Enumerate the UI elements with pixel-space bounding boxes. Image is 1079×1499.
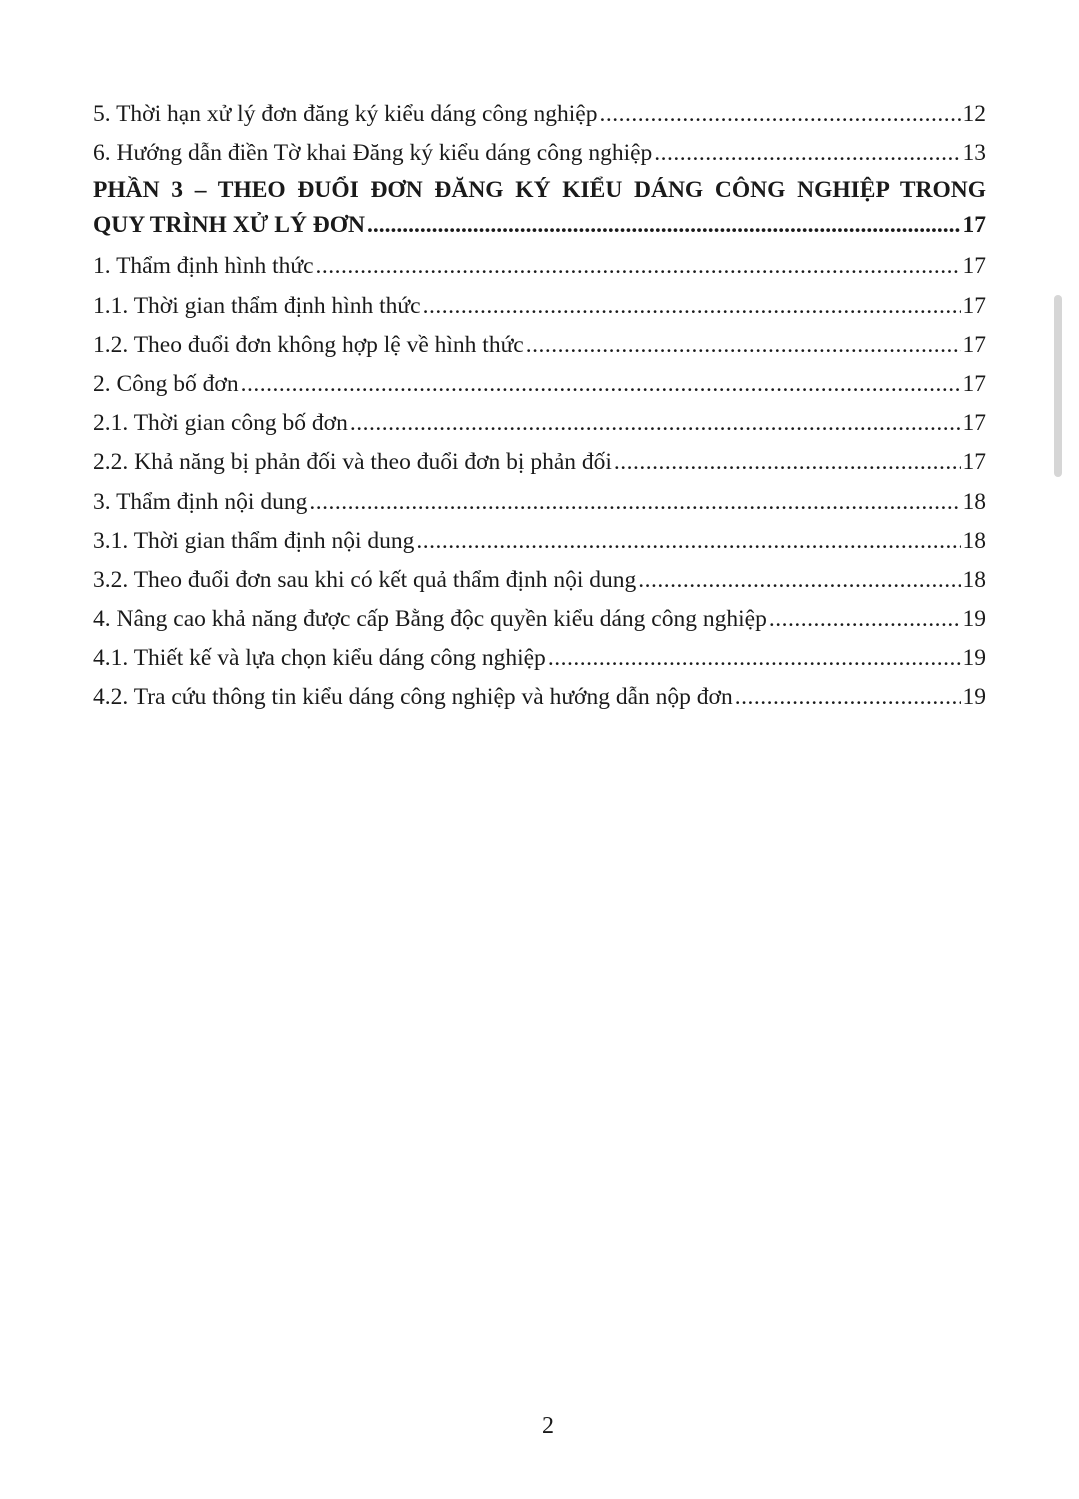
toc-entry[interactable] [93,134,986,173]
toc-section-heading[interactable] [93,173,986,243]
toc-entry-page: 17 [962,253,986,280]
toc-entry[interactable] [93,287,986,326]
toc-entry-title: 4.1. Thiết kế và lựa chọn kiểu dáng công nghiệp [93,645,546,672]
toc-entry-title: 2.2. Khả năng bị phản đối và theo đuổi đơn bị phản đối [93,449,612,476]
toc-entry-title: 3.1. Thời gian thẩm định nội dung [93,527,415,554]
toc-entry[interactable] [93,522,986,561]
toc-entry-page: 19 [962,645,986,672]
vertical-scrollbar[interactable] [1054,295,1062,477]
dot-leader [735,678,961,717]
toc-entry-title: 4.2. Tra cứu thông tin kiểu dáng công nghiệp và hướng dẫn nộp đơn [93,684,733,711]
toc-entry-page: 17 [962,292,986,319]
toc-entry[interactable] [93,404,986,443]
dot-leader [638,561,960,600]
toc-entry-page: 17 [962,331,986,358]
toc-entry-page: 18 [962,527,986,554]
toc-entry-page: 19 [962,684,986,711]
toc-entry[interactable] [93,483,986,522]
dot-leader [416,522,960,561]
dot-leader [614,443,961,482]
page-number: 2 [542,1413,554,1439]
toc-entry-page: 12 [962,101,986,127]
toc-entry-page: 17 [962,370,986,397]
toc-entry-title: 1.2. Theo đuổi đơn không hợp lệ về hình thức [93,331,524,358]
toc-entry[interactable] [93,95,986,134]
toc-entry[interactable] [93,561,986,600]
toc-entry-title: 2. Công bố đơn [93,370,239,397]
section-heading-page: 17 [962,212,986,239]
toc-entry[interactable] [93,600,986,639]
dot-leader [599,95,960,134]
toc-entry-page: 17 [962,410,986,437]
dot-leader [316,247,961,286]
toc-entry-title: 1.1. Thời gian thẩm định hình thức [93,292,421,319]
toc-entry[interactable] [93,365,986,404]
toc-entry[interactable] [93,678,986,717]
toc-entry[interactable] [93,247,986,286]
toc-entry-page: 18 [962,488,986,515]
toc-entry-title: 2.1. Thời gian công bố đơn [93,410,348,437]
toc-entry-page: 18 [962,566,986,593]
toc-entry-title: 5. Thời hạn xử lý đơn đăng ký kiểu dáng công nghiệp [93,101,598,127]
toc-entry[interactable] [93,443,986,482]
dot-leader [548,639,961,678]
toc-entry-page: 17 [962,449,986,476]
dot-leader [367,208,960,243]
dot-leader [423,287,961,326]
dot-leader [769,600,961,639]
table-of-contents [93,95,986,718]
dot-leader [241,365,961,404]
toc-entry-page: 13 [962,140,986,167]
section-heading-line1: PHẦN 3 – THEO ĐUỔI ĐƠN ĐĂNG KÝ KIỂU DÁNG CÔNG NGHIỆP TRONG [93,177,986,204]
dot-leader [526,326,961,365]
dot-leader [309,483,960,522]
toc-entry-title: 3. Thẩm định nội dung [93,488,308,515]
toc-entry-title: 1. Thẩm định hình thức [93,253,314,280]
toc-entry-title: 4. Nâng cao khả năng được cấp Bằng độc quyền kiểu dáng công nghiệp [93,606,767,633]
section-heading-line2: QUY TRÌNH XỬ LÝ ĐƠN [93,212,366,239]
dot-leader [350,404,961,443]
dot-leader [654,134,960,173]
toc-entry[interactable] [93,639,986,678]
toc-entry[interactable] [93,326,986,365]
toc-entry-title: 6. Hướng dẫn điền Tờ khai Đăng ký kiểu dáng công nghiệp [93,140,653,167]
toc-entry-title: 3.2. Theo đuổi đơn sau khi có kết quả thẩm định nội dung [93,566,637,593]
section-heading-line2-row [93,208,986,243]
toc-entry-page: 19 [962,606,986,633]
